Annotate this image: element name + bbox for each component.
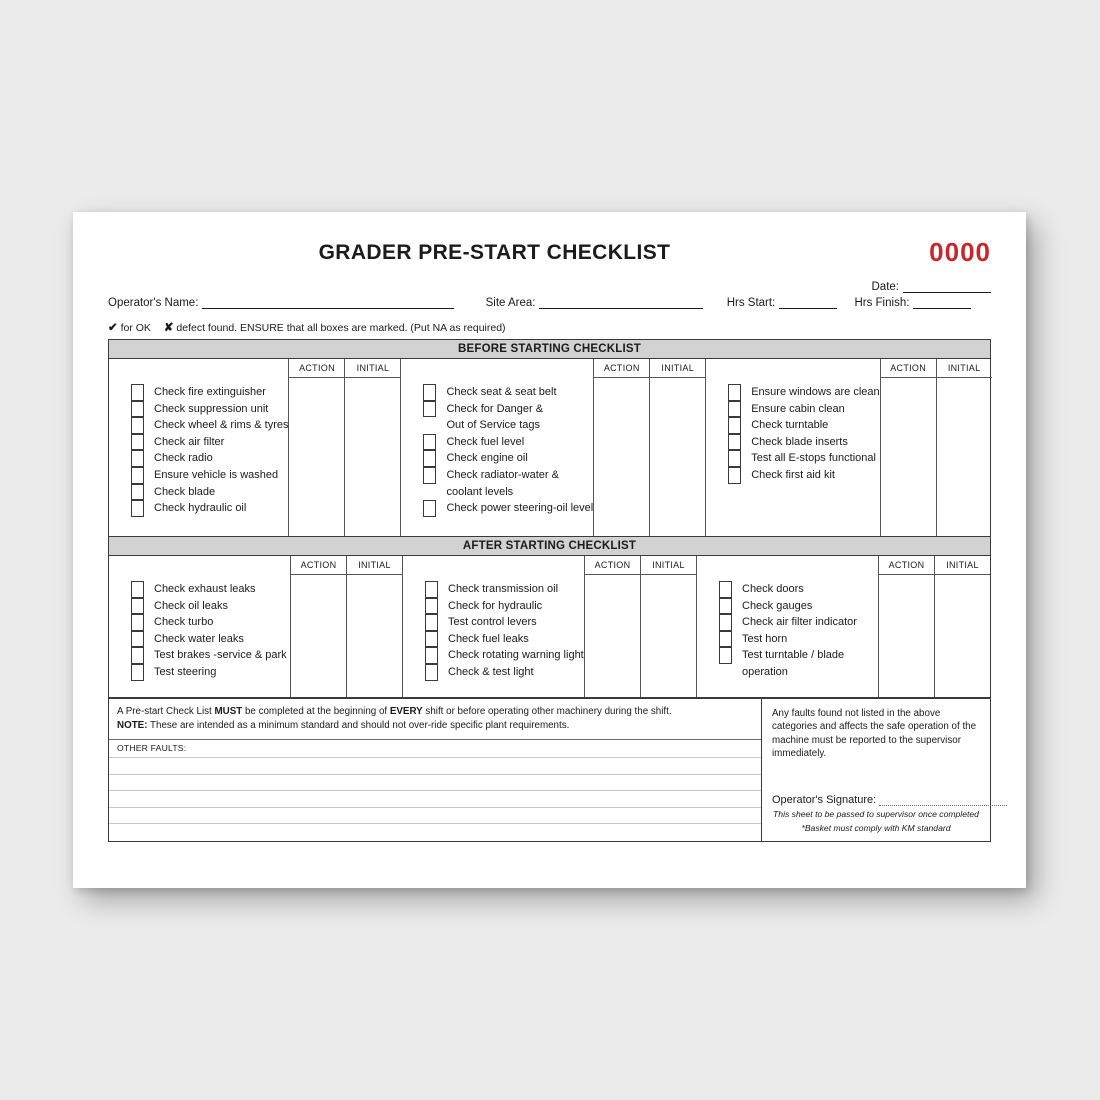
initial-column-header: INITIAL [650, 359, 705, 378]
fault-line[interactable] [109, 775, 761, 792]
check-item-label: Check engine oil [446, 452, 528, 465]
checkbox-icon[interactable] [728, 417, 741, 434]
fault-line[interactable] [109, 791, 761, 808]
check-item[interactable] [131, 614, 290, 631]
check-item[interactable] [719, 647, 878, 664]
checklist-items-cell [109, 359, 288, 536]
operator-name-label: Operator's Name: [108, 297, 199, 309]
initial-column [346, 556, 402, 697]
site-area-label: Site Area: [485, 297, 536, 309]
site-area-input-line[interactable] [539, 298, 703, 309]
note-main-pre: A Pre-start Check List [117, 706, 215, 717]
action-column [584, 556, 640, 697]
check-item-label: Check & test light [448, 665, 534, 678]
action-column-header: ACTION [881, 359, 936, 378]
signature-note-2: *Basket must comply with KM standard [801, 823, 951, 833]
check-item-label: Check fire extinguisher [154, 386, 266, 398]
checkbox-icon[interactable] [728, 450, 741, 467]
checkbox-icon[interactable] [719, 647, 732, 664]
checkbox-icon[interactable] [719, 598, 732, 615]
checkbox-icon[interactable] [131, 417, 144, 434]
check-item-label: Check wheel & rims & tyres [154, 419, 289, 432]
checkbox-spacer [719, 664, 732, 681]
check-item-label: Test brakes -service & park [154, 649, 287, 662]
note-block [109, 699, 761, 740]
check-item[interactable] [719, 614, 878, 631]
check-item-label: Check hydraulic oil [154, 502, 247, 515]
date-label: Date: [871, 281, 899, 293]
check-item[interactable] [131, 450, 288, 467]
check-list [109, 575, 290, 697]
action-column-body[interactable] [291, 575, 346, 697]
cross-icon: ✘ [163, 322, 174, 334]
check-item-label: Check suppression unit [154, 402, 269, 415]
initial-column [640, 556, 696, 697]
checkbox-icon[interactable] [728, 384, 741, 401]
check-item[interactable] [423, 384, 593, 401]
check-list [401, 378, 593, 536]
check-item[interactable] [728, 401, 879, 418]
header-spacer [706, 359, 879, 378]
checkbox-icon[interactable] [131, 434, 144, 451]
note-every: EVERY [389, 706, 423, 717]
fault-line[interactable] [109, 808, 761, 825]
other-faults-label: OTHER FAULTS: [109, 740, 761, 758]
check-item[interactable] [423, 467, 593, 484]
checklist-column-group [109, 359, 400, 536]
check-item[interactable] [728, 467, 879, 484]
action-column [880, 359, 936, 536]
header-spacer [697, 556, 878, 575]
check-item[interactable] [423, 484, 593, 501]
checklist-column-group [705, 359, 991, 536]
check-item[interactable] [131, 647, 290, 664]
operator-name-input-line[interactable] [202, 298, 454, 309]
initial-column-header: INITIAL [345, 359, 400, 378]
checkbox-icon[interactable] [131, 467, 144, 484]
check-item-label: Check radiator-water & [446, 468, 559, 481]
checkbox-icon[interactable] [425, 664, 438, 681]
check-item-label: operation [742, 665, 788, 678]
checkbox-icon[interactable] [423, 384, 436, 401]
checkbox-icon[interactable] [131, 598, 144, 615]
meta-field-row [108, 297, 991, 317]
check-item-label: Check gauges [742, 599, 813, 612]
check-item[interactable] [131, 500, 288, 517]
note-label: NOTE: [117, 720, 148, 731]
checkbox-icon[interactable] [728, 434, 741, 451]
check-item[interactable] [719, 581, 878, 598]
action-column-body[interactable] [881, 378, 936, 536]
checklist-items-cell [403, 556, 584, 697]
check-item-label: Ensure windows are clean [751, 386, 880, 398]
note-text: These are intended as a minimum standard and should not over-ride specific plant requirements. [147, 720, 570, 731]
signature-input-line[interactable] [879, 796, 1007, 806]
initial-column [934, 556, 990, 697]
footer-panel [108, 698, 991, 842]
checkbox-icon[interactable] [423, 401, 436, 418]
initial-column-body[interactable] [347, 575, 402, 697]
action-column-header: ACTION [879, 556, 934, 575]
legend-row [108, 317, 991, 339]
checklist-items-cell [109, 556, 290, 697]
initial-column [649, 359, 705, 536]
action-column-header: ACTION [289, 359, 344, 378]
action-column-body[interactable] [585, 575, 640, 697]
action-column-header: ACTION [585, 556, 640, 575]
check-item[interactable] [425, 631, 584, 648]
action-column-body[interactable] [594, 378, 649, 536]
check-item-label: Check fuel level [446, 435, 525, 448]
initial-column-body[interactable] [650, 378, 705, 536]
checkbox-icon[interactable] [425, 647, 438, 664]
check-item-label: Check blade [154, 485, 216, 498]
checkbox-icon[interactable] [423, 467, 436, 484]
initial-column [344, 359, 400, 536]
check-item-label: Check doors [742, 583, 804, 595]
checkbox-icon[interactable] [131, 401, 144, 418]
check-item[interactable] [728, 450, 879, 467]
check-item[interactable] [131, 484, 288, 501]
action-column-body[interactable] [289, 378, 344, 536]
checklist-column-group [400, 359, 705, 536]
check-item[interactable] [131, 401, 288, 418]
date-field-row [108, 277, 991, 297]
check-item-label: Check for hydraulic [448, 599, 543, 612]
checkbox-icon[interactable] [131, 631, 144, 648]
checkbox-icon[interactable] [131, 647, 144, 664]
check-item[interactable] [131, 417, 288, 434]
check-item-label: Check air filter indicator [742, 616, 857, 629]
check-list [109, 378, 288, 536]
checkbox-icon[interactable] [423, 450, 436, 467]
checkbox-icon[interactable] [719, 614, 732, 631]
initial-column-body[interactable] [937, 378, 992, 536]
checkbox-icon[interactable] [131, 500, 144, 517]
note-main-post: shift or before operating other machinery during the shift. [422, 706, 672, 717]
check-item[interactable] [719, 631, 878, 648]
warning-text: Any faults found not listed in the above categories and affects the safe operation of the machine must be reported to the supervisor immediately. [772, 708, 977, 760]
other-faults-lines[interactable] [109, 758, 761, 841]
check-item[interactable] [131, 664, 290, 681]
action-column-body[interactable] [879, 575, 934, 697]
check-item-label: Check rotating warning light [448, 649, 584, 662]
hrs-finish-input-line[interactable] [913, 298, 971, 309]
checkbox-icon[interactable] [425, 631, 438, 648]
check-item-label: Check oil leaks [154, 599, 228, 612]
check-item-label: Ensure vehicle is washed [154, 468, 279, 481]
check-item-label: Check first aid kit [751, 468, 835, 481]
checkbox-icon[interactable] [131, 664, 144, 681]
check-item[interactable] [423, 417, 593, 434]
check-item-label: Test horn [742, 632, 788, 645]
check-item[interactable] [719, 598, 878, 615]
header-spacer [403, 556, 584, 575]
check-item[interactable] [423, 434, 593, 451]
header-spacer [109, 556, 290, 575]
initial-column-header: INITIAL [641, 556, 696, 575]
check-list [697, 575, 878, 697]
check-item[interactable] [425, 664, 584, 681]
check-item-label: Test turntable / blade [742, 649, 845, 662]
serial-number: 0000 [929, 237, 991, 267]
check-item-label: Check water leaks [154, 632, 244, 645]
check-item[interactable] [425, 614, 584, 631]
check-item-label: Check for Danger & [446, 402, 544, 415]
tick-icon: ✔ [108, 322, 118, 334]
check-item-label: Out of Service tags [446, 419, 541, 432]
signature-row [772, 794, 980, 806]
check-item[interactable] [131, 581, 290, 598]
check-item-label: Check seat & seat belt [446, 386, 557, 398]
check-item-label: Check turbo [154, 616, 214, 629]
date-input-line[interactable] [903, 282, 991, 293]
legend-cross-text: defect found. ENSURE that all boxes are marked. (Put NA as required) [176, 322, 506, 334]
initial-column-header: INITIAL [347, 556, 402, 575]
check-item[interactable] [131, 467, 288, 484]
section-grid [108, 358, 991, 536]
header-spacer [401, 359, 593, 378]
checklist-sections [108, 339, 991, 698]
checkbox-icon[interactable] [131, 581, 144, 598]
checkbox-icon[interactable] [425, 614, 438, 631]
check-item[interactable] [423, 500, 593, 517]
check-item-label: Check radio [154, 452, 213, 465]
check-item[interactable] [425, 647, 584, 664]
checkbox-icon[interactable] [423, 500, 436, 517]
check-item-label: Check turntable [751, 419, 829, 432]
checklist-column-group [402, 556, 696, 697]
document-sheet [73, 212, 1026, 888]
check-item-label: Test control levers [448, 616, 537, 629]
action-column [288, 359, 344, 536]
check-item[interactable] [728, 384, 879, 401]
initial-column-body[interactable] [345, 378, 400, 536]
check-item[interactable] [728, 434, 879, 451]
check-item-label: coolant levels [446, 485, 514, 498]
checklist-items-cell [706, 359, 879, 536]
action-column-header: ACTION [594, 359, 649, 378]
note-main-mid: be completed at the beginning of [242, 706, 390, 717]
checkbox-icon[interactable] [719, 631, 732, 648]
section-band: AFTER STARTING CHECKLIST [108, 536, 991, 555]
action-column-header: ACTION [291, 556, 346, 575]
checklist-items-cell [697, 556, 878, 697]
checkbox-icon[interactable] [425, 598, 438, 615]
checkbox-icon[interactable] [131, 450, 144, 467]
footer-left [109, 699, 762, 841]
check-item-label: Test steering [154, 665, 217, 678]
check-item-label: Check blade inserts [751, 435, 848, 448]
check-item-label: Check fuel leaks [448, 632, 529, 645]
footer-right [762, 699, 990, 841]
checkbox-spacer [423, 484, 436, 501]
checklist-column-group [696, 556, 990, 697]
checkbox-icon[interactable] [425, 581, 438, 598]
hrs-start-input-line[interactable] [779, 298, 837, 309]
check-item[interactable] [131, 631, 290, 648]
note-secondary-line [117, 719, 753, 733]
check-item[interactable] [728, 417, 879, 434]
initial-column-header: INITIAL [937, 359, 992, 378]
hrs-finish-label: Hrs Finish: [854, 297, 910, 309]
checkbox-spacer [423, 417, 436, 434]
check-item-label: Ensure cabin clean [751, 402, 845, 415]
checkbox-icon[interactable] [131, 384, 144, 401]
checkbox-icon[interactable] [719, 581, 732, 598]
checklist-items-cell [401, 359, 593, 536]
page-title: GRADER PRE-START CHECKLIST [318, 241, 671, 264]
note-must: MUST [214, 706, 243, 717]
check-item[interactable] [131, 384, 288, 401]
check-list [706, 378, 879, 536]
checkbox-icon[interactable] [131, 484, 144, 501]
legend-tick-text: for OK [120, 322, 151, 334]
initial-column [936, 359, 992, 536]
action-column [878, 556, 934, 697]
note-main-line [117, 705, 753, 719]
check-item[interactable] [423, 450, 593, 467]
check-item-label: Check exhaust leaks [154, 583, 256, 595]
signature-note-1: This sheet to be passed to supervisor once completed [773, 808, 979, 819]
signature-label: Operator's Signature: [772, 793, 877, 806]
check-list [403, 575, 584, 697]
checkbox-icon[interactable] [131, 614, 144, 631]
action-column [290, 556, 346, 697]
hrs-start-label: Hrs Start: [726, 297, 776, 309]
initial-column-body[interactable] [641, 575, 696, 697]
initial-column-body[interactable] [935, 575, 990, 697]
check-item[interactable] [425, 598, 584, 615]
section-band: BEFORE STARTING CHECKLIST [108, 339, 991, 358]
check-item-label: Test all E-stops functional [751, 452, 876, 465]
check-item[interactable] [423, 401, 593, 418]
check-item-label: Check transmission oil [448, 583, 559, 595]
fault-line[interactable] [109, 758, 761, 775]
fault-line[interactable] [109, 824, 761, 841]
checklist-column-group [109, 556, 402, 697]
check-item-label: Check power steering-oil level [446, 502, 594, 515]
signature-wrap [772, 794, 980, 835]
check-item[interactable] [131, 434, 288, 451]
document-inner [108, 235, 991, 842]
header-spacer [109, 359, 288, 378]
checkbox-icon[interactable] [728, 401, 741, 418]
check-item[interactable] [131, 598, 290, 615]
check-item-label: Check air filter [154, 435, 225, 448]
initial-column-header: INITIAL [935, 556, 990, 575]
check-item[interactable] [425, 581, 584, 598]
section-grid [108, 555, 991, 698]
title-row [108, 235, 991, 277]
check-item[interactable] [719, 664, 878, 681]
checkbox-icon[interactable] [423, 434, 436, 451]
checkbox-icon[interactable] [728, 467, 741, 484]
action-column [593, 359, 649, 536]
